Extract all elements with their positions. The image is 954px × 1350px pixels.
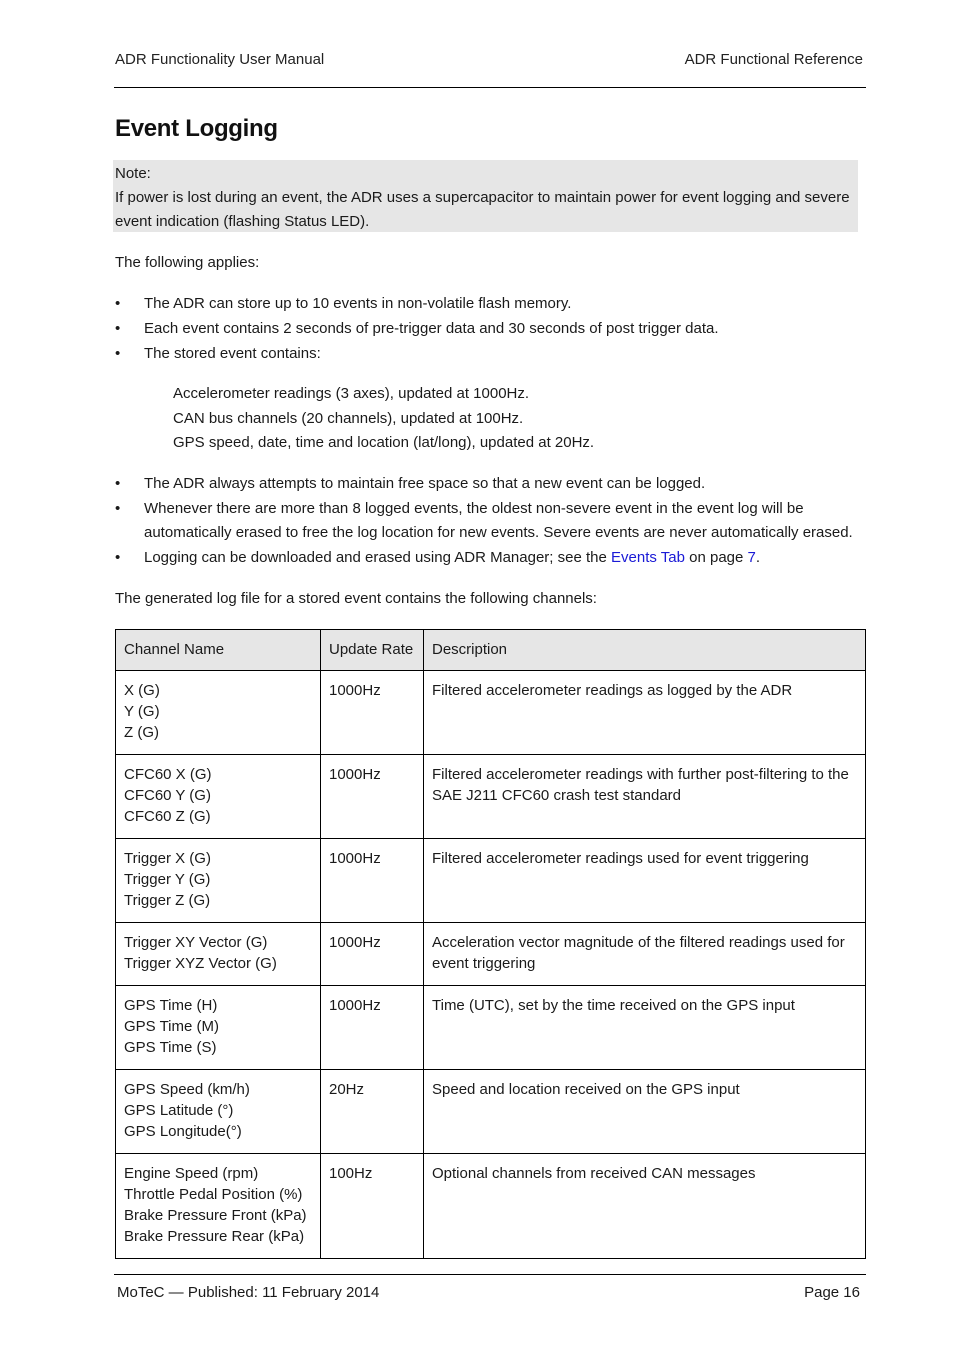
table-intro-paragraph: The generated log file for a stored event contains the following channels: bbox=[115, 590, 597, 607]
list-item-text: The stored event contains: bbox=[144, 345, 321, 362]
stored-item: GPS speed, date, time and location (lat/long), updated at 20Hz. bbox=[173, 434, 595, 451]
channel-name: CFC60 Z (G) bbox=[124, 808, 211, 825]
rate-cell: 1000Hz bbox=[321, 755, 424, 839]
channel-cell bbox=[116, 923, 321, 986]
header-manual-title: ADR Functionality User Manual bbox=[115, 51, 325, 68]
bullet-glyph: • bbox=[115, 500, 121, 517]
bullet-list-a bbox=[115, 292, 865, 367]
description-cell: Acceleration vector magnitude of the filtered readings used for event triggering bbox=[424, 923, 866, 986]
column-header: Channel Name bbox=[116, 630, 321, 671]
list-item bbox=[115, 292, 865, 316]
list-item bbox=[115, 317, 865, 341]
list-item-text: on page bbox=[684, 549, 748, 566]
table-row bbox=[116, 839, 866, 923]
channel-cell bbox=[116, 1154, 321, 1259]
bullet-glyph: • bbox=[115, 475, 121, 492]
channel-cell bbox=[116, 839, 321, 923]
channel-name: Z (G) bbox=[124, 724, 159, 741]
channel-name: GPS Time (M) bbox=[124, 1018, 220, 1035]
list-item-text: The ADR always attempts to maintain free space so that a new event can be logged. bbox=[144, 475, 706, 492]
table-row bbox=[116, 755, 866, 839]
channel-name: Trigger Z (G) bbox=[124, 892, 211, 909]
description-cell: Speed and location received on the GPS input bbox=[424, 1070, 866, 1154]
table-row bbox=[116, 986, 866, 1070]
rate-cell: 100Hz bbox=[321, 1154, 424, 1259]
channel-name: GPS Longitude(°) bbox=[124, 1123, 242, 1140]
channel-name: CFC60 Y (G) bbox=[124, 787, 211, 804]
channel-name: Trigger Y (G) bbox=[124, 871, 211, 888]
channel-name: Throttle Pedal Position (%) bbox=[124, 1186, 303, 1203]
list-item bbox=[115, 342, 865, 366]
channel-name: Engine Speed (rpm) bbox=[124, 1165, 259, 1182]
list-item-text: Logging can be downloaded and erased using ADR Manager; see the bbox=[144, 549, 611, 566]
page-ref-link[interactable]: 7 bbox=[747, 549, 756, 566]
channel-name: Brake Pressure Rear (kPa) bbox=[124, 1228, 305, 1245]
table-row bbox=[116, 1154, 866, 1259]
channel-name: Trigger X (G) bbox=[124, 850, 211, 867]
channel-cell bbox=[116, 671, 321, 755]
channel-name: GPS Time (H) bbox=[124, 997, 218, 1014]
description-cell: Filtered accelerometer readings used for event triggering bbox=[424, 839, 866, 923]
list-item-text: Each event contains 2 seconds of pre-trigger data and 30 seconds of post trigger data. bbox=[144, 320, 719, 337]
description-cell: Optional channels from received CAN messages bbox=[424, 1154, 866, 1259]
column-header: Description bbox=[424, 630, 866, 671]
list-item bbox=[115, 472, 865, 496]
channel-name: GPS Time (S) bbox=[124, 1039, 217, 1056]
description-cell: Time (UTC), set by the time received on the GPS input bbox=[424, 986, 866, 1070]
list-item-text: . bbox=[755, 549, 761, 566]
bullet-glyph: • bbox=[115, 295, 121, 312]
table-row bbox=[116, 671, 866, 755]
channel-cell bbox=[116, 986, 321, 1070]
channel-name: Y (G) bbox=[124, 703, 160, 720]
table-row bbox=[116, 1070, 866, 1154]
stored-item: CAN bus channels (20 channels), updated at 100Hz. bbox=[173, 409, 524, 427]
header-section-title: ADR Functional Reference bbox=[684, 51, 863, 68]
bullet-glyph: • bbox=[115, 549, 121, 566]
column-header: Update Rate bbox=[321, 630, 424, 671]
stored-item: Accelerometer readings (3 axes), updated at 1000Hz. bbox=[173, 385, 530, 402]
list-item bbox=[115, 546, 865, 570]
note-label: Note: bbox=[115, 165, 151, 182]
bullet-list-b bbox=[115, 472, 865, 571]
channel-name: X (G) bbox=[124, 682, 160, 699]
description-cell: Filtered accelerometer readings as logged by the ADR bbox=[424, 671, 866, 755]
channel-name: GPS Latitude (°) bbox=[124, 1102, 234, 1119]
footer-rule bbox=[114, 1274, 866, 1275]
rate-cell: 20Hz bbox=[321, 1070, 424, 1154]
channel-cell bbox=[116, 1070, 321, 1154]
rate-cell: 1000Hz bbox=[321, 671, 424, 755]
intro-paragraph: The following applies: bbox=[115, 254, 260, 271]
events-tab-link[interactable]: Events Tab bbox=[611, 549, 685, 566]
channel-cell bbox=[116, 755, 321, 839]
channel-name: CFC60 X (G) bbox=[124, 766, 212, 783]
channels-table bbox=[115, 629, 866, 1259]
footer-page-number: Page 16 bbox=[804, 1284, 860, 1301]
list-item-text: The ADR can store up to 10 events in non-volatile flash memory. bbox=[144, 295, 572, 312]
stored-contents-list bbox=[173, 382, 594, 456]
table-row bbox=[116, 923, 866, 986]
rate-cell: 1000Hz bbox=[321, 839, 424, 923]
channel-name: Trigger XYZ Vector (G) bbox=[124, 955, 277, 972]
list-item-text: Whenever there are more than 8 logged events, the oldest bbox=[144, 500, 536, 517]
rate-cell: 1000Hz bbox=[321, 923, 424, 986]
description-cell: Filtered accelerometer readings with further post-filtering to the SAE J211 CFC60 crash test standard bbox=[424, 755, 866, 839]
page-title: Event Logging bbox=[115, 115, 278, 142]
list-item-text: event in the event log will be automatically erased to free the log location for new events. Severe events are never automatically erased. bbox=[144, 500, 853, 541]
rate-cell: 1000Hz bbox=[321, 986, 424, 1070]
channel-name: Brake Pressure Front (kPa) bbox=[124, 1207, 307, 1224]
note-box bbox=[113, 160, 858, 232]
emphasis-text: non-severe bbox=[535, 500, 611, 517]
channel-name: GPS Speed (km/h) bbox=[124, 1081, 250, 1098]
footer-publisher: MoTeC — Published: 11 February 2014 bbox=[117, 1284, 380, 1301]
list-item bbox=[115, 497, 865, 545]
note-text: If power is lost during an event, the ADR uses a supercapacitor to maintain power for event logging and severe event indication (flashing Status LED). bbox=[115, 189, 850, 230]
bullet-glyph: • bbox=[115, 320, 121, 337]
channel-name: Trigger XY Vector (G) bbox=[124, 934, 268, 951]
bullet-glyph: • bbox=[115, 345, 121, 362]
header-rule bbox=[114, 87, 866, 88]
table-header-row bbox=[116, 630, 866, 671]
